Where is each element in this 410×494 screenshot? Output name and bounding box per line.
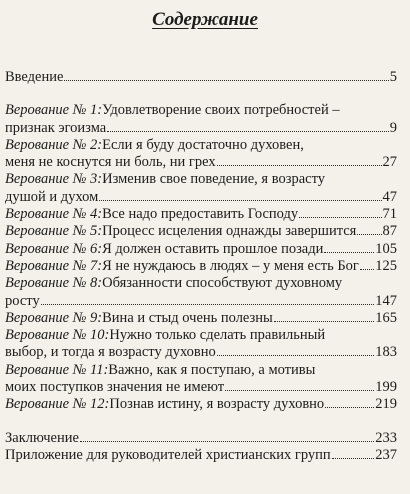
toc-entry-line	[5, 171, 397, 188]
toc-entry-title: Изменив свое поведение, я возрасту	[102, 171, 325, 188]
toc-entry[interactable]	[5, 102, 397, 137]
toc-entry-title: Если я буду достаточно духовен,	[102, 136, 304, 153]
toc-entry-label: Верование № 1:	[5, 102, 103, 119]
toc-entry-label: Верование № 12:	[5, 396, 110, 413]
toc-entry-line	[5, 137, 397, 154]
toc-entry-line	[5, 206, 397, 223]
toc-entry-line	[5, 154, 397, 171]
toc-entry-label: Верование № 3:	[5, 171, 103, 188]
toc-page-number: 219	[375, 396, 397, 413]
toc-entry-title: Познав истину, я возрасту духовно	[109, 396, 325, 413]
dot-leader	[274, 321, 374, 322]
toc-entry-line	[5, 120, 397, 137]
toc-entry[interactable]	[5, 206, 397, 223]
toc-entry[interactable]	[5, 447, 397, 464]
dot-leader	[64, 80, 388, 81]
page-title: Содержание	[152, 9, 258, 30]
dot-leader	[299, 217, 381, 218]
toc-entry-title: меня не коснутся ни боль, ни грех	[5, 154, 216, 171]
toc-entry-line	[5, 344, 397, 361]
toc-page-number: 47	[382, 188, 397, 205]
toc-entry-label: Верование № 11:	[5, 361, 109, 378]
dot-leader	[332, 458, 375, 459]
toc-entry-line	[5, 396, 397, 413]
toc-page-number: 165	[375, 309, 397, 326]
dot-leader	[324, 252, 374, 253]
toc-entry-title: душой и духом	[5, 188, 99, 205]
toc-entry-title: Все надо предоставить Господу	[102, 206, 299, 223]
toc-entry-line	[5, 293, 397, 310]
toc-page-number: 87	[382, 223, 397, 240]
toc-entry-line	[5, 223, 397, 240]
toc-entry-title: Нужно только сделать правильный	[109, 327, 326, 344]
toc-page-number: 237	[375, 446, 397, 463]
toc-entry-label: Верование № 5:	[5, 223, 103, 240]
toc-entry-title: Я должен оставить прошлое позади	[102, 240, 324, 257]
toc-page-number: 105	[375, 240, 397, 257]
toc-entry-line	[5, 275, 397, 292]
dot-leader	[99, 200, 381, 201]
toc-entry-title: Процесс исцеления однажды завершится	[102, 223, 357, 240]
dot-leader	[41, 304, 375, 305]
toc-entry-title: выбор, и тогда я возрасту духовно	[5, 344, 216, 361]
dot-leader	[217, 165, 382, 166]
toc-entry-title: Заключение	[5, 429, 79, 446]
toc-entry-line	[5, 310, 397, 327]
toc-entry-title: моих поступков значения не имеют	[5, 379, 225, 396]
toc-entry-title: Введение	[5, 69, 64, 85]
dot-leader	[80, 441, 374, 442]
toc-entry-line	[5, 69, 397, 86]
toc-entry[interactable]	[5, 171, 397, 206]
toc-entry-label: Верование № 8:	[5, 275, 103, 292]
toc-page-number: 5	[389, 69, 397, 85]
toc-entry-title: Важно, как я поступаю, а мотивы	[108, 361, 316, 378]
toc-entry-line	[5, 189, 397, 206]
toc-page-number: 9	[389, 119, 397, 136]
toc-entry-label: Верование № 9:	[5, 309, 103, 326]
toc-entry-label: Верование № 4:	[5, 206, 103, 223]
toc-entry[interactable]	[5, 241, 397, 258]
toc-entry-title: Я не нуждаюсь в людях – у меня есть Бог	[102, 257, 359, 274]
toc-entry[interactable]	[5, 310, 397, 327]
toc-entry-title: Вина и стыд очень полезны	[102, 309, 273, 326]
dot-leader	[107, 131, 389, 132]
toc-entry-title: признак эгоизма	[5, 119, 107, 136]
toc-entry[interactable]	[5, 258, 397, 275]
dot-leader	[217, 355, 374, 356]
toc-entry-line	[5, 379, 397, 396]
toc-entry-title: Приложение для руководителей христианских групп	[5, 446, 331, 463]
toc-entry[interactable]	[5, 362, 397, 397]
toc-page-number: 233	[375, 429, 397, 446]
toc-entry-line	[5, 430, 397, 447]
toc-entry-title: Удовлетворение своих потребностей –	[102, 102, 340, 119]
toc-page-number: 199	[375, 379, 397, 396]
toc-entry-line	[5, 258, 397, 275]
toc-entry-line	[5, 102, 397, 119]
toc-entry[interactable]	[5, 69, 397, 86]
toc-entry-line	[5, 362, 397, 379]
dot-leader	[360, 269, 374, 270]
toc-entry[interactable]	[5, 430, 397, 447]
dot-leader	[225, 390, 374, 391]
toc-page-number: 147	[375, 292, 397, 309]
toc-entry-line	[5, 241, 397, 258]
toc-entry-label: Верование № 2:	[5, 136, 103, 153]
dot-leader	[357, 234, 381, 235]
toc-entry[interactable]	[5, 223, 397, 240]
toc-page-number: 71	[382, 206, 397, 223]
toc-entry[interactable]	[5, 396, 397, 413]
dot-leader	[325, 407, 374, 408]
toc-entry-label: Верование № 7:	[5, 257, 103, 274]
table-of-contents	[5, 69, 397, 464]
toc-page-number: 183	[375, 344, 397, 361]
toc-entry-label: Верование № 6:	[5, 240, 103, 257]
toc-page-number: 125	[375, 257, 397, 274]
toc-page-number: 27	[382, 154, 397, 171]
toc-entry-line	[5, 327, 397, 344]
toc-entry-label: Верование № 10:	[5, 327, 110, 344]
toc-entry-title: Обязанности способствуют духовному	[102, 275, 343, 292]
toc-entry-title: росту	[5, 292, 40, 309]
toc-entry[interactable]	[5, 137, 397, 172]
toc-entry[interactable]	[5, 327, 397, 362]
toc-entry[interactable]	[5, 275, 397, 310]
toc-entry-line	[5, 447, 397, 464]
